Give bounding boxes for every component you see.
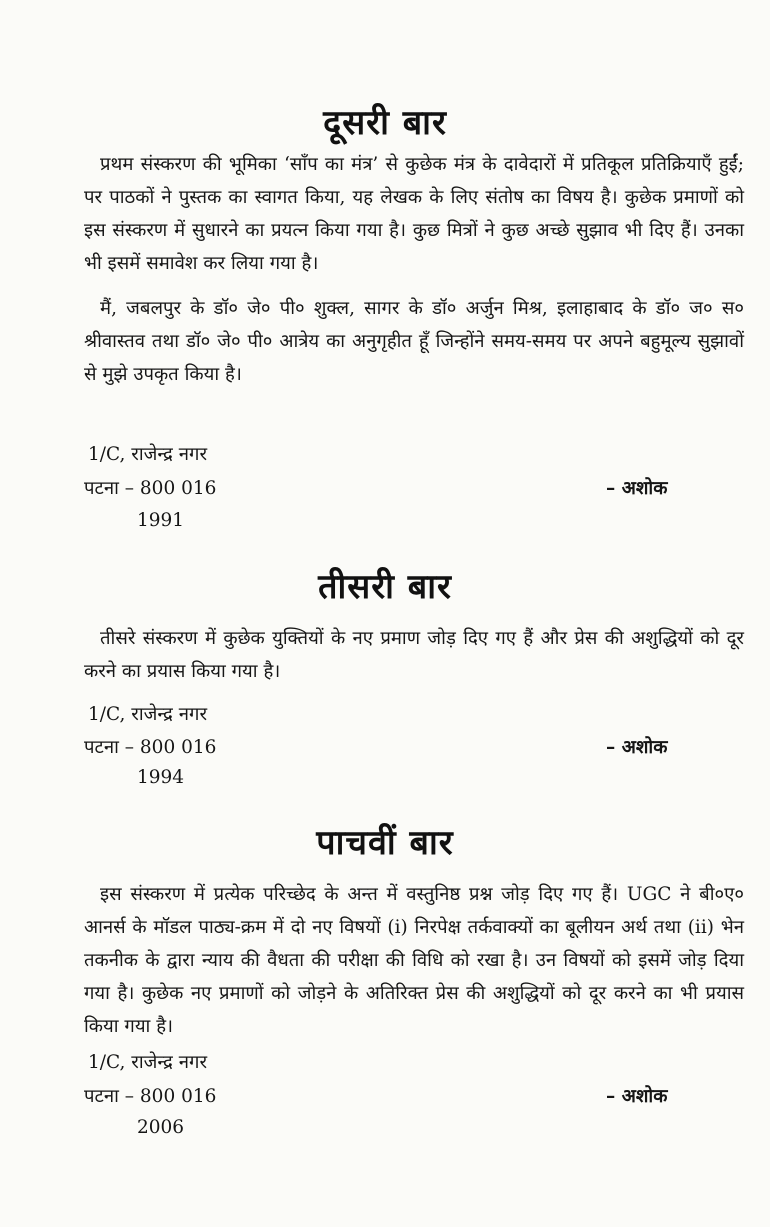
section-heading-third-edition: तीसरी बार (318, 567, 452, 607)
address-line: 1/C, राजेन्द्र नगर (88, 704, 208, 725)
city-line: पटना – 800 016 (84, 1086, 217, 1107)
year-line: 2006 (137, 1117, 185, 1138)
city-line: पटना – 800 016 (84, 737, 217, 758)
section-heading-second-edition: दूसरी बार (323, 103, 447, 143)
paragraph: तीसरे संस्करण में कुछेक युक्तियों के नए प्रमाण जोड़ दिए गए हैं और प्रेस की अशुद्धियों को दूर करने का प्रयास किया गया है। (84, 628, 744, 682)
paragraph: मैं, जबलपुर के डॉ० जे० पी० शुक्ल, सागर के डॉ० अर्जुन मिश्र, इलाहाबाद के डॉ० ज० स० श्रीवास्तव तथा डॉ० जे० पी० आत्रेय का अनुगृहीत हूँ जिन्होंने समय-समय पर अपने बहुमूल्य सुझावों से मुझे उपकृत किया है। (84, 298, 744, 385)
address-line: 1/C, राजेन्द्र नगर (88, 444, 208, 465)
author-signature: – अशोक (606, 737, 668, 758)
paragraph: इस संस्करण में प्रत्येक परिच्छेद के अन्त में वस्तुनिष्ठ प्रश्न जोड़ दिए गए हैं। UGC ने बी०ए० आनर्स के मॉडल पाठ्य-क्रम में दो नए विषयों (i) निरपेक्ष तर्कवाक्यों का बूलीयन अर्थ तथा (ii) भेन तकनीक के द्वारा न्याय की वैधता की परीक्षा की विधि को रखा है। उन विषयों को इसमें जोड़ दिया गया है। कुछेक नए प्रमाणों को जोड़ने के अतिरिक्त प्रेस की अशुद्धियों को दूर करने का भी प्रयास किया गया है। (84, 884, 744, 1037)
author-signature: – अशोक (606, 1086, 668, 1107)
year-line: 1994 (137, 767, 185, 788)
paragraph: प्रथम संस्करण की भूमिका ‘साँप का मंत्र’ से कुछेक मंत्र के दावेदारों में प्रतिकूल प्रतिक्रियाएँ हुईं; पर पाठकों ने पुस्तक का स्वागत किया, यह लेखक के लिए संतोष का विषय है। कुछेक प्रमाणों को इस संस्करण में सुधारने का प्रयत्न किया गया है। कुछ मित्रों ने कुछ अच्छे सुझाव भी दिए हैं। उनका भी इसमें समावेश कर लिया गया है। (84, 154, 744, 274)
year-line: 1991 (137, 510, 185, 531)
section-heading-fifth-edition: पाचवीं बार (316, 823, 454, 863)
author-signature: – अशोक (606, 478, 668, 499)
city-line: पटना – 800 016 (84, 478, 217, 499)
address-line: 1/C, राजेन्द्र नगर (88, 1052, 208, 1073)
